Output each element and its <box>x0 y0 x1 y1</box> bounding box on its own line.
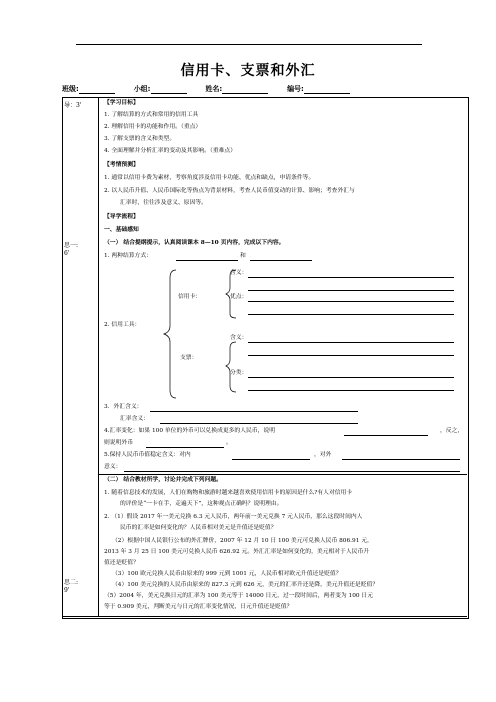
goal-item: 2. 理解信用卡的功能和作用。（重点） <box>104 124 202 130</box>
cheque-meaning-blank[interactable] <box>248 342 454 343</box>
discussion-q2: 2. （1）假设 2017 年一美元兑换 6.3 元人民币，两年前一美元兑换 7 元人民币，那么这段时间内人 <box>104 514 363 520</box>
q3-label: 3．外汇含义： <box>104 404 143 410</box>
q5-text: 5.保持人民币币值稳定含义：对内 <box>104 452 191 458</box>
class-field[interactable] <box>79 85 115 94</box>
number-field[interactable] <box>304 85 350 94</box>
category-blank-2[interactable] <box>248 390 454 391</box>
q4b-blank[interactable] <box>146 447 224 448</box>
cheque-label: 支票： <box>180 355 198 361</box>
column-divider <box>98 97 99 617</box>
discussion-q1-cont: 的评价是“一卡在手，走遍天下”，这种观点正确吗？说明理由。 <box>120 501 283 507</box>
meaning-blank-2[interactable] <box>248 290 454 291</box>
number-label: 编号: <box>287 85 304 93</box>
cheque-meaning-label: 含义： <box>230 335 248 341</box>
q1-and: 和 <box>240 253 246 259</box>
q4b-text: 则说明外币 <box>104 440 133 446</box>
student-info-row <box>62 84 350 94</box>
goals-heading: 【学习目标】 <box>104 100 139 106</box>
group-field[interactable] <box>151 85 187 94</box>
rate-blank[interactable] <box>160 423 358 424</box>
name-label: 姓名: <box>205 85 223 93</box>
q5b-label: 意义： <box>104 464 122 470</box>
q4-text: 4.汇率变化：如果 100 单位的外币可以兑换成更多的人民币，说明 <box>104 428 276 434</box>
think2-label: 思二: <box>64 579 79 586</box>
q3b-label: 汇率含义： <box>120 416 149 422</box>
discussion-q3-cont2: 值还是贬值？ <box>104 560 139 566</box>
q5-blank-2[interactable] <box>342 459 460 460</box>
q2-label: 2. 信用工具： <box>104 322 141 328</box>
category-blank[interactable] <box>248 377 454 378</box>
q1-blank-1[interactable] <box>176 260 238 261</box>
page-title: 信用卡、支票和外汇 <box>180 63 316 79</box>
discussion-q3-cont: 2013 年 3 月 25 日 100 美元可兑换人民币 626.92 元。外汇汇率是如何变化的，美元相对于人民币升 <box>104 549 370 555</box>
advantage-label: 优点： <box>230 294 248 300</box>
part2-instruction: （二） 结合教材所学，讨论并完成下列问题。 <box>104 477 222 483</box>
guide-time: 导：3' <box>64 102 82 109</box>
part1-instruction: （一） 结合提纲提示，认真阅读课本 8—10 页内容，完成以下内容。 <box>104 240 285 246</box>
q4b-end: 。 <box>226 440 232 446</box>
meaning-label: 含义： <box>230 270 248 276</box>
discussion-q1: 1. 随着信息技术的发展，人们在购物和旅游时越来越喜欢使用信用卡的原因是什么?有人对信用卡 <box>104 490 353 496</box>
exam-item: 汇率时，往往涉及意义、原因等。 <box>120 200 207 206</box>
q1-label: 1. 两种结算方式： <box>104 253 152 259</box>
think1-time: 6' <box>64 250 70 257</box>
meaning-blank[interactable] <box>248 277 454 278</box>
name-field[interactable] <box>222 85 268 94</box>
table-bottom <box>62 616 467 617</box>
cheque-meaning-blank-2[interactable] <box>248 355 454 356</box>
exam-heading: 【考情预测】 <box>104 162 139 168</box>
discussion-q6: （5）2004 年，美元兑换日元的汇率为 100 美元等于 14000 日元，过一段时间后，两者变为 100 日元 <box>104 593 374 599</box>
q5-blank-1[interactable] <box>232 459 310 460</box>
q1-blank-2[interactable] <box>250 260 312 261</box>
q5-mid: ，对外 <box>314 452 332 458</box>
goal-item: 3. 了解支票的含义和类型。 <box>104 136 176 142</box>
section-basic: 一、基础感知 <box>104 227 139 233</box>
think2-time: 9' <box>64 587 70 594</box>
class-label: 班级: <box>62 85 79 93</box>
flow-heading: 【导学流程】 <box>104 214 139 220</box>
forex-blank[interactable] <box>150 411 358 412</box>
section-divider <box>98 474 467 475</box>
discussion-q2-cont: 民币的汇率是如何变化的？人民币相对美元是升值还是贬值？ <box>120 525 277 531</box>
discussion-q5: （4）100 美元兑换的人民币由原来的 827.3 元到 626 元，美元的汇率升还是降，美元升值还是贬值？ <box>112 582 379 588</box>
think1-label: 思一: <box>64 242 79 249</box>
exam-item: 2. 以人民币升值、人民币国际化等热点为背景材料，考查人民币值变动的计算、影响；考查外汇与 <box>104 188 355 194</box>
category-label: 分类： <box>230 370 248 376</box>
q4-blank[interactable] <box>344 435 428 436</box>
q4-end: ，反之， <box>440 428 464 434</box>
top-rule <box>76 44 422 45</box>
credit-card-label: 信用卡： <box>178 294 202 300</box>
advantage-blank[interactable] <box>248 301 454 302</box>
group-label: 小组: <box>133 85 151 93</box>
discussion-q6-cont: 等于 0.909 美元，判断美元与日元的汇率变化情况，日元升值还是贬值？ <box>104 604 293 610</box>
goal-item: 1. 了解结算的方式和常用的信用工具 <box>104 112 199 118</box>
discussion-q3: （2）根据中国人民银行公布的外汇牌价，2007 年 12 月 10 日 100 美元可兑换人民币 806.91 元， <box>112 538 373 544</box>
goal-item: 4. 全面理解并分析汇率的变动及其影响。（重难点） <box>104 148 237 154</box>
exam-item: 1. 通常以信用卡费为素材，考察角度涉及信用卡功能、优点和缺点，申请条件等。 <box>104 175 315 181</box>
advantage-blank-2[interactable] <box>248 314 454 315</box>
discussion-q4: （3）100 欧元兑换人民币由原来的 999 元到 1001 元，人民币相对欧元升值还是贬值？ <box>112 571 342 577</box>
significance-blank[interactable] <box>124 471 460 472</box>
